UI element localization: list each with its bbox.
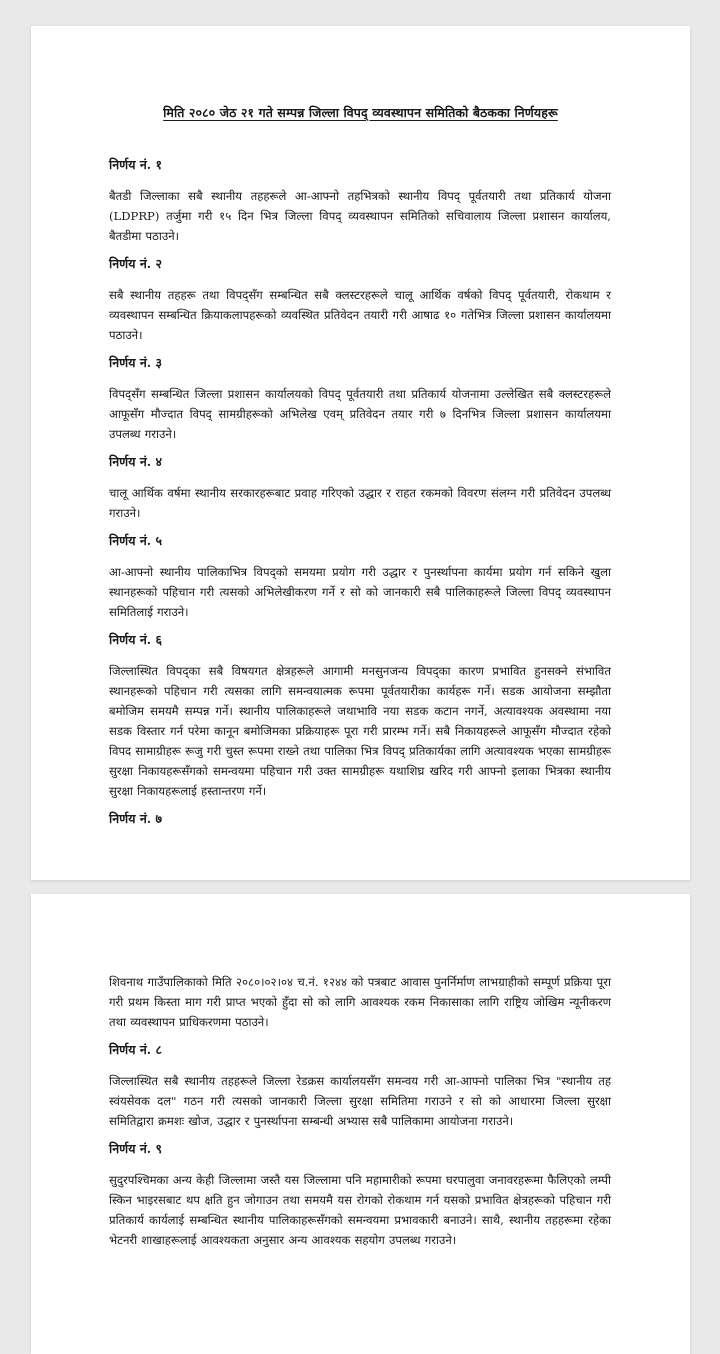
decision-body: सबै स्थानीय तहहरू तथा विपद्सँग सम्बन्धित सबै क्लस्टरहरूले चालू आर्थिक वर्षको विपद् पूर्वतयारी, रोकथाम र व्यवस्थापन सम्बन्धित क्रियाकलापहरूको व्यवस्थित प्रतिवेदन तयारी गरी आषाढ १० गतेभित्र जिल्ला प्रशासन कार्यालयमा पठाउने। (109, 288, 611, 342)
decision-item (109, 1042, 611, 1131)
decision-item (109, 811, 611, 827)
decision-heading: निर्णय नं. ६ (109, 632, 162, 647)
decision-7-continuation: शिवनाथ गाउँपालिकाको मिति २०८०।०२।०४ च.नं. १२४४ को पत्रबाट आवास पुनर्निर्माण लाभग्राहीको सम्पूर्ण प्रक्रिया पूरा गरी प्रथम किस्ता माग गरी प्राप्त भएको हुँदा सो को लागि आवश्यक रकम निकासाका लागि राष्ट्रिय जोखिम न्यूनीकरण तथा व्यवस्थापन प्राधिकरणमा पठाउने। (109, 975, 611, 1029)
decision-body: सुदुरपश्चिमका अन्य केही जिल्लामा जस्तै यस जिल्लामा पनि महामारीको रूपमा घरपालुवा जनावरहरूमा फैलिएको लम्पी स्किन भाइरसबाट थप क्षति हुन जोगाउन तथा समयमै यस रोगको रोकथाम गर्न यसको प्रभावित क्षेत्रहरूको पहिचान गरी प्रतिकार्य कार्यलाई सम्बन्धित स्थानीय पालिकाहरूसँगको समन्वयमा प्रभावकारी बनाउने। साथै, स्थानीय तहहरूमा रहेका भेटनरी शाखाहरूलाई आवश्यकता अनुसार अन्य आवश्यक सहयोग उपलब्ध गराउने। (109, 1173, 611, 1247)
decision-item (109, 256, 611, 345)
decision-list (109, 157, 611, 840)
decision-item (109, 632, 611, 801)
decision-heading: निर्णय नं. ९ (109, 1141, 162, 1156)
decision-item (109, 355, 611, 444)
decision-list (109, 972, 611, 1260)
document-page-2 (31, 894, 690, 1354)
decision-body: विपद्सँग सम्बन्धित जिल्ला प्रशासन कार्यालयको विपद् पूर्वतयारी तथा प्रतिकार्य योजनामा उल्लेखित सबै क्लस्टरहरूले आफूसँग मौज्दात विपद् सामग्रीहरूको अभिलेख एवम् प्रतिवेदन तयार गरी ७ दिनभित्र जिल्ला प्रशासन कार्यालयमा उपलब्ध गराउने। (109, 387, 611, 441)
decision-heading: निर्णय नं. ४ (109, 454, 162, 469)
document-title: मिति २०८० जेठ २१ गते सम्पन्न जिल्ला विपद् व्यवस्थापन समितिको बैठकका निर्णयहरू (163, 105, 558, 120)
decision-body: जिल्लास्थित सबै स्थानीय तहहरूले जिल्ला रेडक्रस कार्यालयसँग समन्वय गरी आ-आफ्नो पालिका भित्र "स्थानीय तह स्वंयसेवक दल" गठन गरी त्यसको जानकारी जिल्ला सुरक्षा समितिमा गराउने र सो को आधारमा जिल्ला सुरक्षा समितिद्वारा क्रमशः खोज, उद्धार र पुनर्स्थापना सम्बन्धी अभ्यास सबै पालिकामा आयोजना गराउने। (109, 1074, 611, 1128)
decision-heading: निर्णय नं. ७ (109, 811, 162, 826)
decision-heading: निर्णय नं. ५ (109, 533, 162, 548)
decision-item (109, 1141, 611, 1250)
document-page-1 (31, 26, 690, 880)
decision-body: जिल्लास्थित विपद्का सबै विषयगत क्षेत्रहरूले आगामी मनसुनजन्य विपद्का कारण प्रभावित हुनसक्ने संभावित स्थानहरूको पहिचान गरी त्यसका लागि समन्वयात्मक रूपमा पूर्वतयारीका कार्यहरू गर्ने। सडक आयोजना सम्झौता बमोजिम समयमै सम्पन्न गर्ने। स्थानीय पालिकाहरूले जथाभावि नया सडक कटान नगर्ने, अत्यावश्यक अवस्थामा नया सडक विस्तार गर्न परेमा कानून बमोजिमका प्रक्रियाहरू पूरा गरी प्रारम्भ गर्ने। सबै निकायहरूले आफूसँग मौज्दात रहेको विपद सामाग्रीहरू रूजु गरी चुस्त रूपमा राख्ने तथा पालिका भित्र विपद् प्रतिकार्यका लागि अत्यावश्यक भएका सामग्रीहरू सुरक्षा निकायहरूसँगको समन्वयमा पहिचान गरी उक्त सामग्रीहरू यथाशिघ्र खरिद गरी आफ्नो इलाका भित्रका स्थानीय सुरक्षा निकायहरूलाई हस्तान्तरण गर्ने। (109, 664, 612, 798)
decision-heading: निर्णय नं. २ (109, 256, 162, 271)
decision-item (109, 157, 611, 246)
decision-heading: निर्णय नं. ८ (109, 1042, 162, 1057)
decision-heading: निर्णय नं. १ (109, 157, 162, 172)
decision-item (109, 454, 611, 523)
decision-body: बैतडी जिल्लाका सबै स्थानीय तहहरूले आ-आफ्नो तहभित्रको स्थानीय विपद् पूर्वतयारी तथा प्रतिकार्य योजना (LDPRP) तर्जुमा गरी १५ दिन भित्र जिल्ला विपद् व्यवस्थापन समितिको सचिवालाय जिल्ला प्रशासन कार्यालय, बैतडीमा पठाउने। (109, 189, 611, 243)
decision-body: चालू आर्थिक वर्षमा स्थानीय सरकारहरूबाट प्रवाह गरिएको उद्धार र राहत रकमको विवरण संलग्न गरी प्रतिवेदन उपलब्ध गराउने। (109, 486, 611, 520)
decision-item (109, 533, 611, 622)
decision-heading: निर्णय नं. ३ (109, 355, 162, 370)
decision-body: आ-आफ्नो स्थानीय पालिकाभित्र विपद्को समयमा प्रयोग गरी उद्धार र पुनर्स्थापना कार्यमा प्रयोग गर्न सकिने खुला स्थानहरूको पहिचान गरी त्यसको अभिलेखीकरण गर्ने र सो को जानकारी सबै पालिकाहरूले जिल्ला विपद् व्यवस्थापन समितिलाई गराउने। (109, 565, 611, 619)
